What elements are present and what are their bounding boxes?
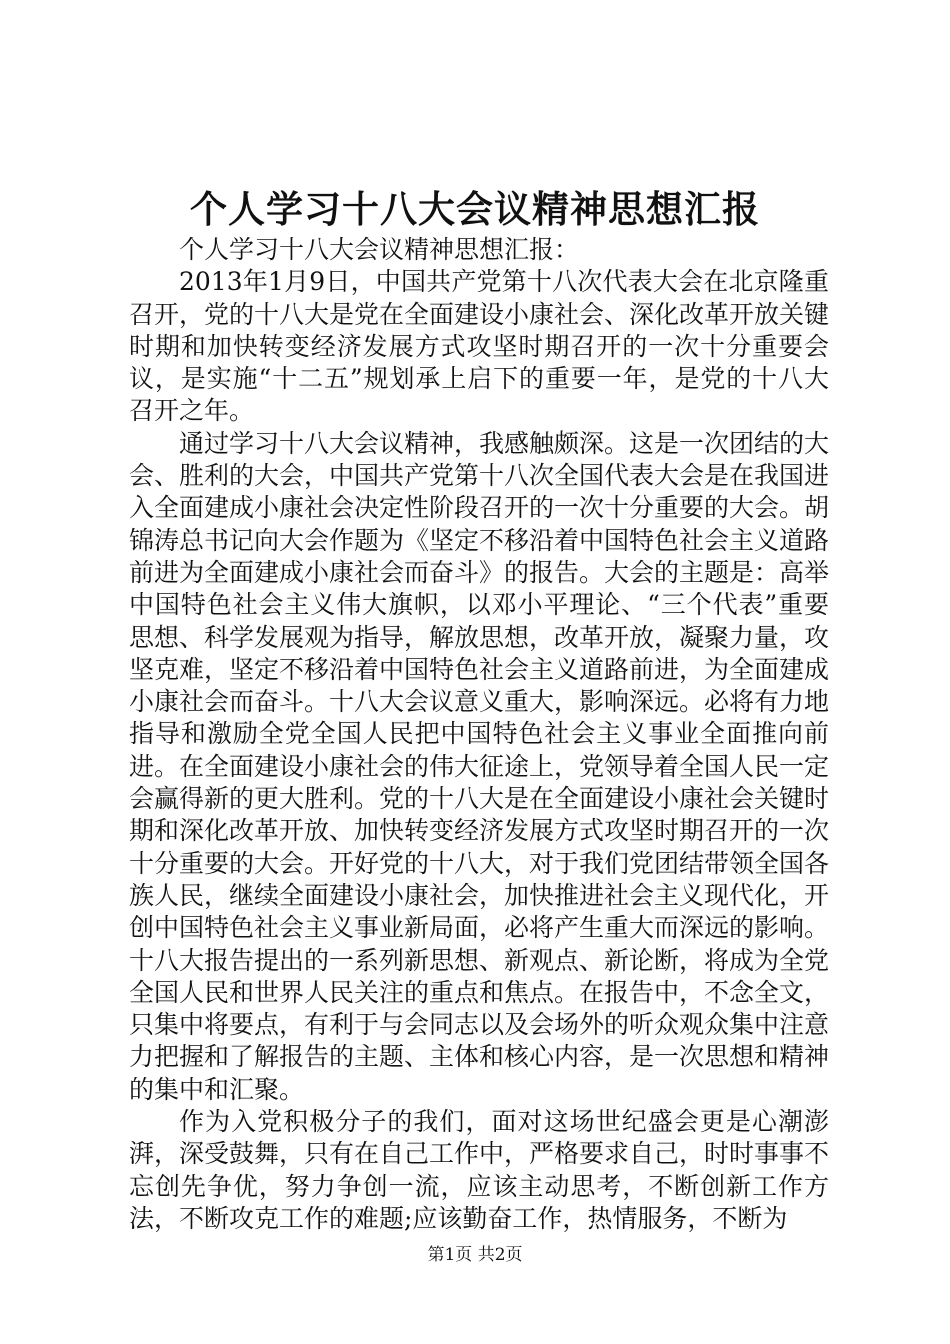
document-body (129, 234, 829, 1235)
paragraph-study-reflection: 通过学习十八大会议精神，我感触颇深。这是一次团结的大会、胜利的大会，中国共产党第十八次全国代表大会是在我国进入全面建成小康社会决定性阶段召开的一次十分重要的大会。胡锦涛总书记向大会作题为《坚定不移沿着中国特色社会主义道路前进为全面建成小康社会而奋斗》的报告。大会的主题是：高举中国特色社会主义伟大旗帜，以邓小平理论、“三个代表”重要思想、科学发展观为指导，解放思想，改革开放，凝聚力量，攻坚克难，坚定不移沿着中国特色社会主义道路前进，为全面建成小康社会而奋斗。十八大会议意义重大，影响深远。必将有力地指导和激励全党全国人民把中国特色社会主义事业全面推向前进。在全面建设小康社会的伟大征途上，党领导着全国人民一定会赢得新的更大胜利。党的十八大是在全面建设小康社会关键时期和深化改革开放、加快转变经济发展方式攻坚时期召开的一次十分重要的大会。开好党的十八大，对于我们党团结带领全国各族人民，继续全面建设小康社会，加快推进社会主义现代化，开创中国特色社会主义事业新局面，必将产生重大而深远的影响。十八大报告提出的一系列新思想、新观点、新论断，将成为全党全国人民和世界人民关注的重点和焦点。在报告中，不念全文，只集中将要点，有利于与会同志以及会场外的听众观众集中注意力把握和了解报告的主题、主体和核心内容，是一次思想和精神的集中和汇聚。 (129, 428, 830, 1104)
paragraph-background: 2013年1月9日，中国共产党第十八次代表大会在北京隆重召开，党的十八大是党在全面建设小康社会、深化改革开放关键时期和加快转变经济发展方式攻坚时期召开的一次十分重要会议，是实施“十二五”规划承上启下的重要一年，是党的十八大召开之年。 (129, 267, 830, 426)
paragraph-greeting: 个人学习十八大会议精神思想汇报： (179, 235, 580, 264)
page-number-footer: 第1页 共2页 (427, 1245, 523, 1265)
paragraph-commitment: 作为入党积极分子的我们，面对这场世纪盛会更是心潮澎湃，深受鼓舞，只有在自己工作中，严格要求自己，时时事事不忘创先争优，努力争创一流，应该主动思考，不断创新工作方法，不断攻克工作的难题;应该勤奋工作，热情服务，不断为 (129, 1107, 830, 1233)
document-title: 个人学习十八大会议精神思想汇报 (190, 187, 760, 231)
